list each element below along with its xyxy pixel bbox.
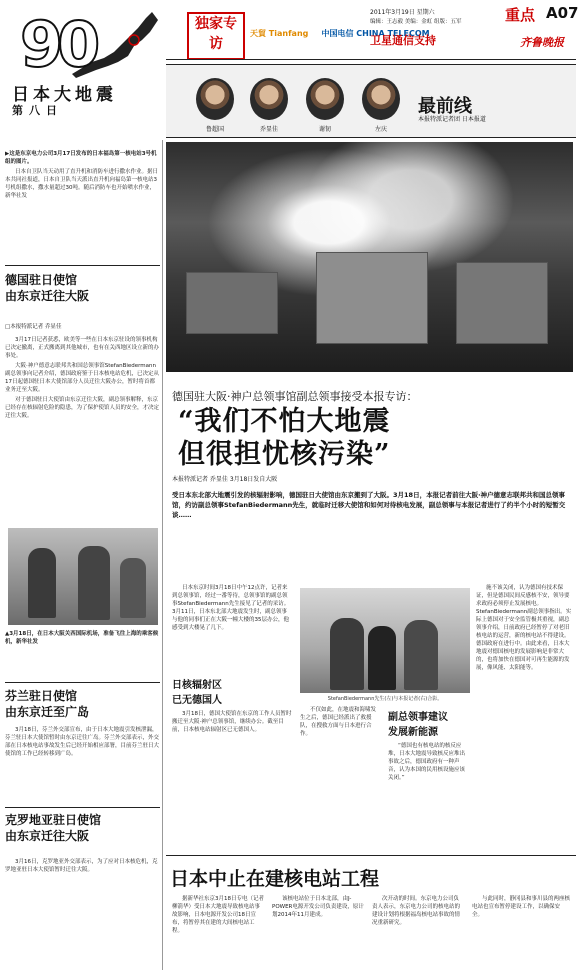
story1-para-3: 对于德国驻日大使馆由东京迁往大阪，副总领事解释，东京已经存在核辐射危险的隐患，为了保护使馆人员的安全，才决定迁往大阪。 bbox=[5, 397, 160, 419]
reporter-photo-3 bbox=[306, 78, 344, 120]
reactor-building bbox=[316, 252, 428, 344]
reporter-photo-2 bbox=[250, 78, 288, 120]
bottom-col-4: 与此同时，静冈县和事川县的两座核电站也宣布暂停建设工作，以确保安全。 bbox=[472, 896, 571, 918]
story1-body bbox=[5, 336, 160, 422]
debris bbox=[186, 272, 278, 334]
header-rule bbox=[166, 59, 576, 60]
bottom-rule bbox=[166, 855, 576, 856]
sponsor-tianfang: 天貿 Tianfang bbox=[250, 29, 309, 38]
bottom-headline: 日本中止在建核电站工程 bbox=[170, 868, 380, 890]
story1-para-1: 3月17日记者获悉，欧美等一些在日本东京驻设的领事机构已决定撤离，正式搬离到其他城市，也有在关西地区设立新的办事处。 bbox=[5, 337, 160, 359]
main-headline bbox=[178, 405, 391, 471]
part-label: 第八日 bbox=[12, 104, 63, 117]
support-label: 卫星通信支持 bbox=[370, 34, 436, 47]
reactor-photo bbox=[166, 142, 573, 372]
lead-caption: ▶这是东京电力公司3月17日发布的日本福岛第一核电站3号机组的图片。 bbox=[5, 151, 157, 165]
series-title: 日本大地震 bbox=[12, 85, 117, 105]
story2-title-2: 由东京迁至广岛 bbox=[5, 705, 90, 719]
story2-title-1: 芬兰驻日使馆 bbox=[5, 689, 78, 703]
bottom-col-2: 该核电站位于日本北部，由J-POWER电源开发公司负责建设，原计划2014年11月建成。 bbox=[272, 896, 364, 918]
frontline-subtitle: 本报特派记者团 日本报道 bbox=[418, 116, 486, 123]
big-number: 90 bbox=[20, 8, 95, 81]
subhead-2: 副总领事建议 发展新能源 bbox=[388, 712, 448, 738]
reporter-photo-4 bbox=[362, 78, 400, 120]
headline-line-2: 但很担忧核污染” bbox=[178, 439, 391, 470]
bottom-col-1: 据新华社东京3月18日专电（记者 柳箭华）受日本大地震导致核电站事故影响，日本电源开发公司18日宣布，将暂停其在建的大间核电站工程。 bbox=[172, 896, 264, 934]
series-logo bbox=[2, 2, 162, 120]
story1-para-2: 大阪·神户德意志联邦共和国总领事馆StefanBiedermann副总领事向记者介绍，德国政府鉴于日本核电站危机，已决定从17日起德国驻日本大使馆部分人员迁往大阪办公，暂时将首都业务迁至大阪。 bbox=[5, 363, 160, 393]
date-line: 2011年3月19日 星期六 bbox=[370, 9, 435, 16]
story3-heading bbox=[5, 812, 160, 844]
airport-caption: ▲3月18日，在日本大阪关西国际机场，准备飞往上海的乘客候机，新华社发 bbox=[5, 631, 159, 645]
story1-title-2: 由东京迁往大阪 bbox=[5, 289, 90, 303]
headline-line-1: “我们不怕大地震 bbox=[178, 406, 391, 437]
story1-title-1: 德国驻日使馆 bbox=[5, 273, 78, 287]
left-rule-1 bbox=[5, 265, 160, 266]
column-divider bbox=[162, 140, 163, 970]
left-rule-3 bbox=[5, 807, 160, 808]
lead-caption-block bbox=[5, 150, 160, 200]
story-meta: 本报特派记者 乔显佳 3月18日发自大阪 bbox=[172, 476, 278, 483]
airport-photo bbox=[8, 528, 158, 625]
story3-body: 3月16日，克罗地亚外交部表示，为了应对日本核危机，克罗地亚驻日本大使馆暂时迁往大阪。 bbox=[5, 859, 158, 873]
reporter-name-4: 左庆 bbox=[374, 126, 387, 133]
reporter-name-1: 鲁超国 bbox=[205, 126, 224, 133]
story3-title-2: 由东京迁往大阪 bbox=[5, 829, 90, 843]
paper-name: 齐鲁晚报 bbox=[520, 36, 564, 49]
subhead-1: 日核辐射区 已无德国人 bbox=[172, 680, 222, 706]
story2-heading bbox=[5, 688, 160, 720]
section-label: 重点 bbox=[505, 6, 536, 24]
exclusive-badge: 独家专访 bbox=[187, 12, 245, 60]
story-col-3: 不仅如此，在地震和海啸发生之后，德国已经派出了救援队，在搜救方面与日本进行合作。 bbox=[300, 707, 377, 737]
crane bbox=[456, 262, 548, 344]
frontline-title: 最前线 bbox=[418, 96, 472, 117]
page-number: A07 bbox=[546, 4, 579, 22]
story-intro: 受日本东北部大地震引发的核辐射影响，德国驻日大使馆由东京搬到了大阪。3月18日，本报记者前往大阪·神户德意志联邦共和国总领事馆，约访副总领事StefanBiedermann先生，就临时迁移大使馆和如何对待核电发展，副总领事与本报记者进行了约半个小时的短暂交谈…… bbox=[172, 491, 566, 519]
interview-photo bbox=[300, 588, 470, 693]
reporter-photo-1 bbox=[196, 78, 234, 120]
lead-body: 日本自卫队当天动用了直升机和消防车进行撒水作业。据日本共同社报道，日本自卫队当天派出直升机向福岛第一核电站3号机组撒水，撒水量超过30吨。随后消防车也开始喷水作业，新华社发 bbox=[5, 169, 159, 199]
editor-line: 编辑：王志毅 美编：金虹 组版：五军 bbox=[370, 19, 462, 25]
story1-byline: □本报特派记者 乔显佳 bbox=[5, 324, 62, 330]
story-col-3b: “德国也有核电站的核反应堆，日本大地震导致核反应堆出事故之后，德国政府有一种声音，认为本国的民用核设施应该关闭。” bbox=[388, 743, 466, 781]
bottom-col-3: 次开动的时间。东京电力公司负责人表示，东京电力公司的核电站的建设计划将根据福岛核电站事故的情况重新研究。 bbox=[372, 896, 461, 926]
story-col-1: 日本东京时间3月18日中午12点许，记者来到总领事馆，经过一番等待，总领事馆的副总领事StefanBiedermann先生接见了记者的采访。3月11日，日本东北部大地震发生时，副总领事与他的同事们正在大阪一幢大楼的35层办公，他感受到大楼晃了几下。 bbox=[172, 585, 290, 631]
left-rule-2 bbox=[5, 682, 160, 683]
story-col-2: 3月18日，德国大使馆在东京的工作人员暂时搬迁至大阪·神户总领事馆，继续办公。截至目前，日本核电站辐射区已无德国人。 bbox=[172, 711, 292, 733]
story-col-4: 施不该关闭，认为德国有技术保证，但是德国民间反感核不安，领导要求政府必须停止发展核电。StefanBiedermann副总领事指出。实际上德国对于安全监管极其重视，副总领事介绍，日前政府已经暂停了对老旧核电站的运营，新的核电站不得建设。德国政府在进行中。由此来看，日本大地震对德国核电的发展影响是非常大的，也将加快在德国对可再生能源的发展，像风能、太阳能等。 bbox=[476, 585, 572, 671]
story2-body: 3月18日，芬兰外交部宣布，由于日本大地震引发核泄漏，芬兰驻日本大使馆暂时由东京迁往广岛。芬兰外交部表示，外交部在日本核电站事故发生后已经开始相应部署，目前芬兰驻日大使馆的工作已经转移到广岛。 bbox=[5, 727, 160, 757]
story-kicker: 德国驻大阪·神户总领事馆副总领事接受本报专访： bbox=[172, 390, 418, 403]
reporter-name-2: 乔显佳 bbox=[259, 126, 278, 133]
sponsor-telecom: 中国电信 CHINA TELECOM bbox=[321, 29, 430, 38]
interview-caption: StefanBiedermann先生(左)与本报记者(右)合影。 bbox=[327, 696, 443, 702]
story1-heading bbox=[5, 272, 160, 304]
reporter-name-3: 谢韧 bbox=[318, 126, 331, 133]
story3-title-1: 克罗地亚驻日使馆 bbox=[5, 813, 102, 827]
